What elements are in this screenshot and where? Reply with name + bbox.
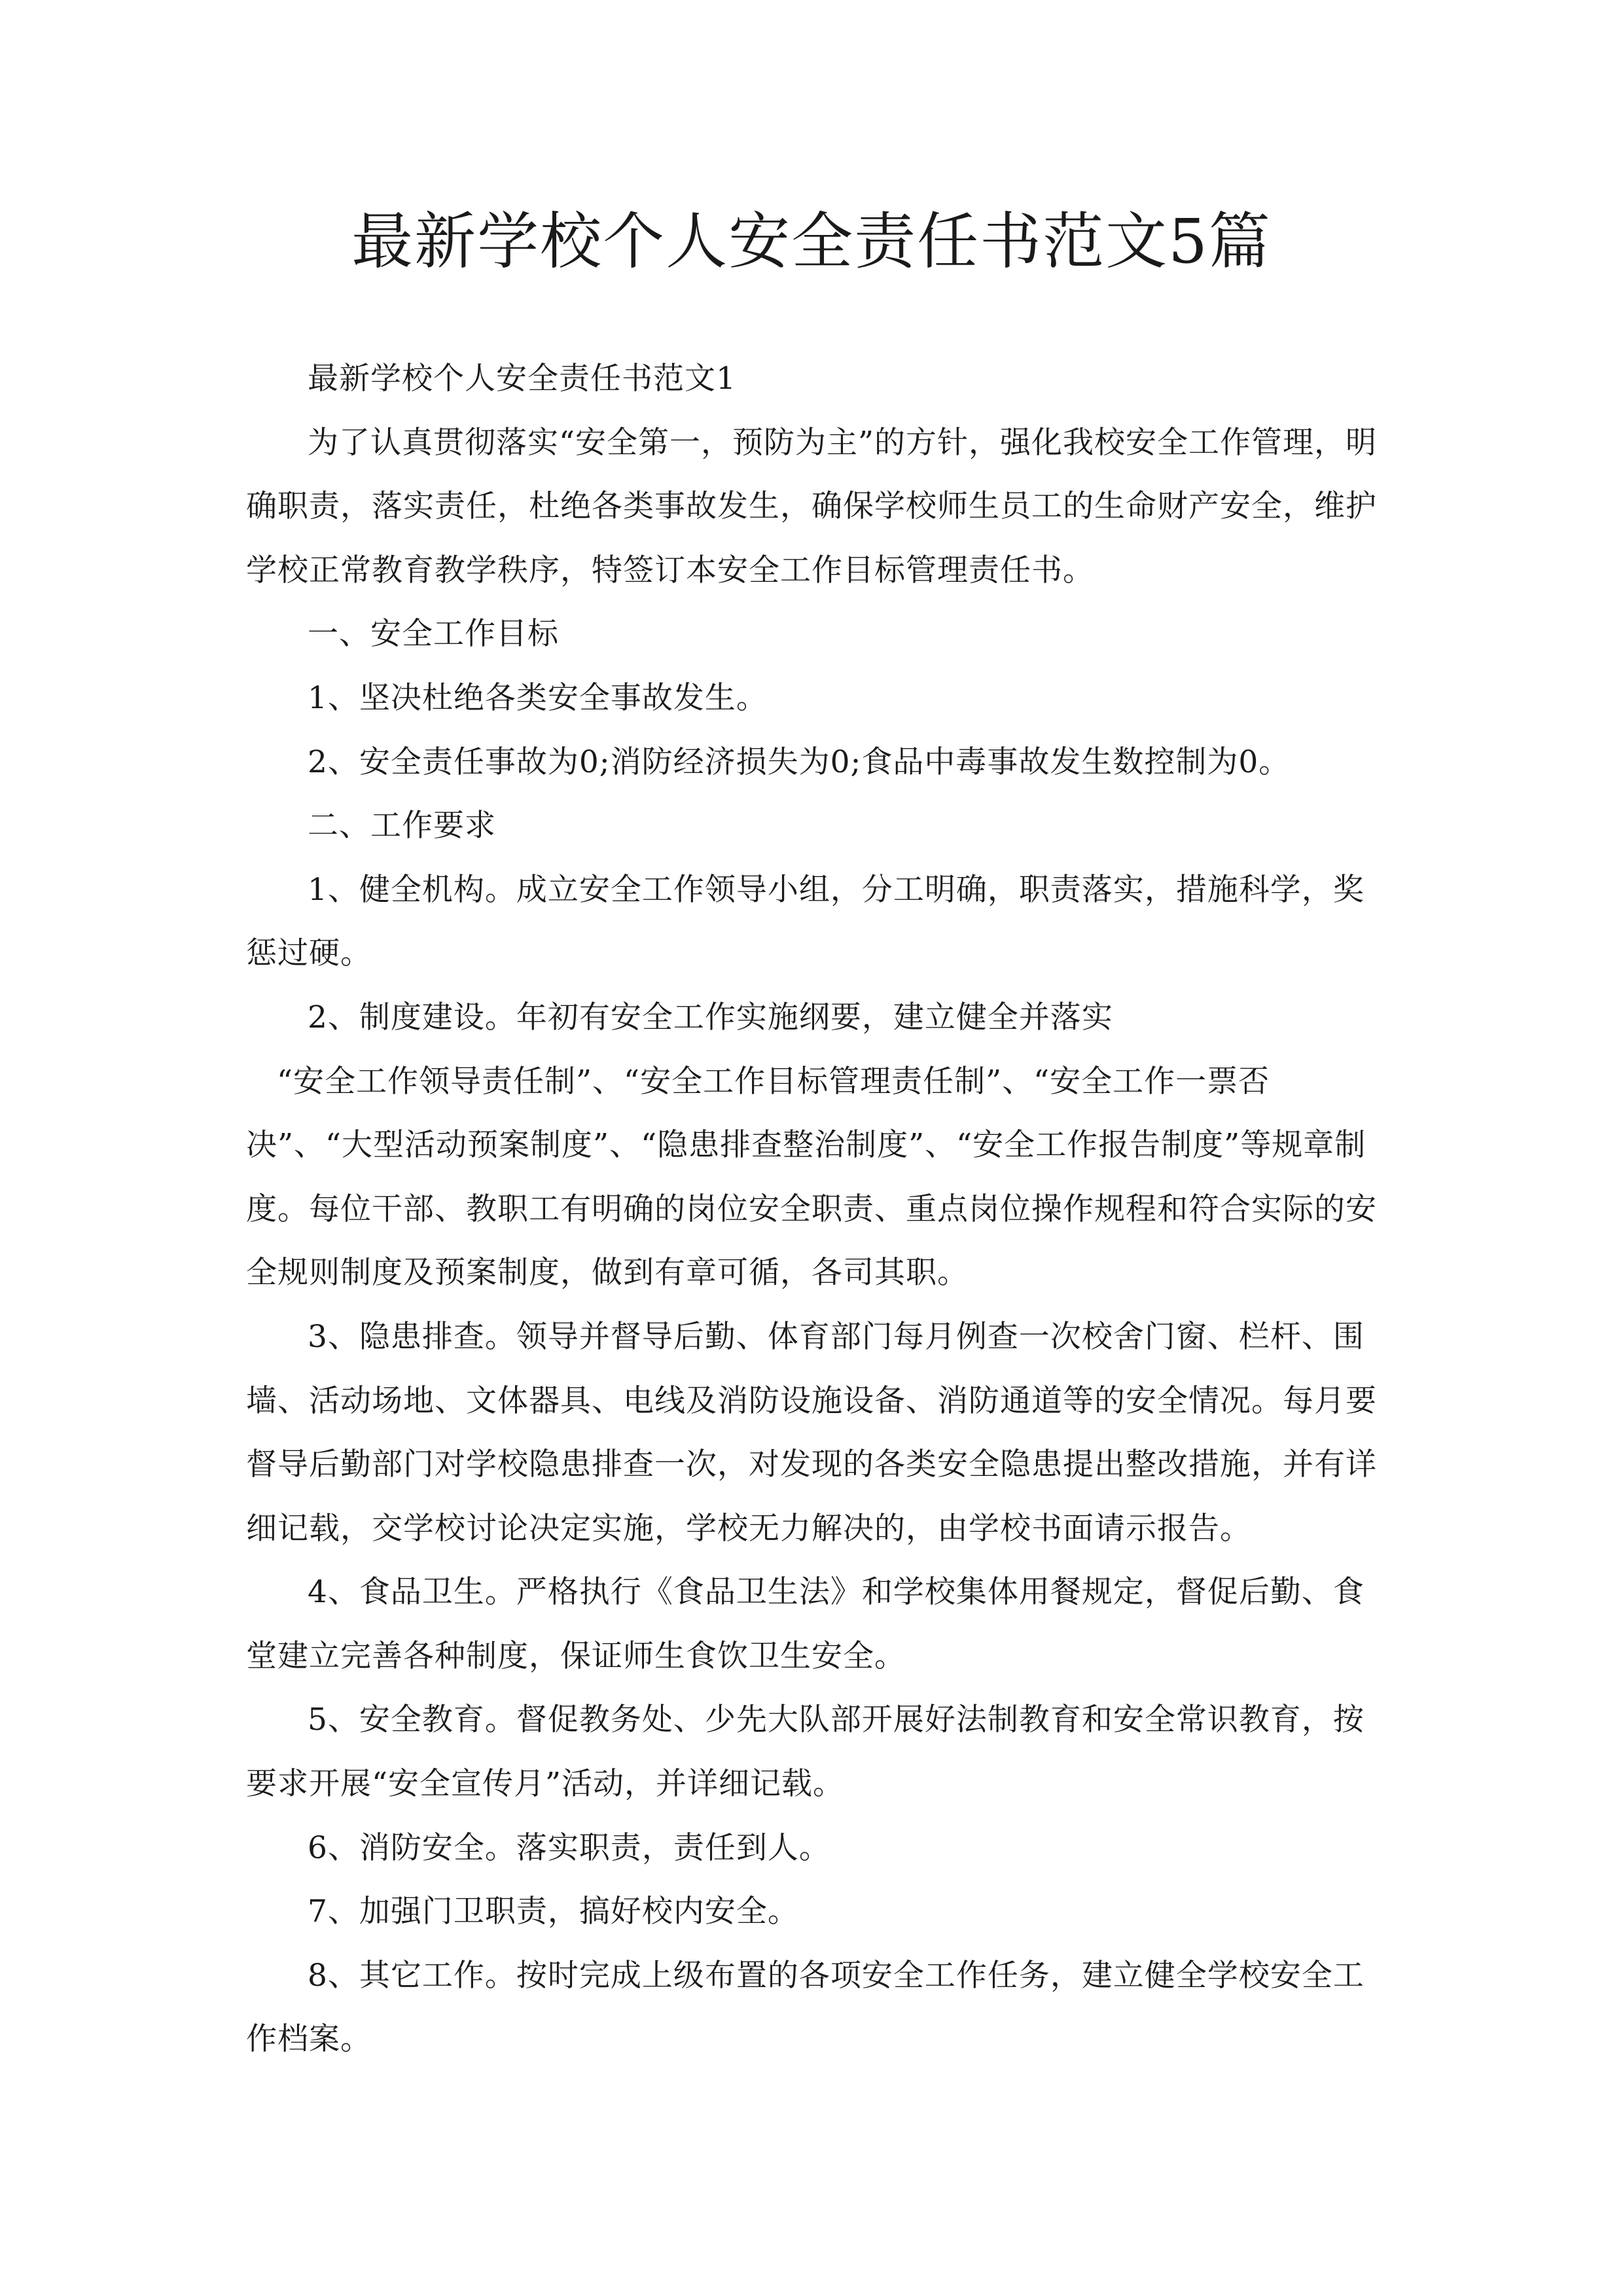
list-item: 3、隐患排查。领导并督导后勤、体育部门每月例查一次校舍门窗、栏杆、围墙、活动场地、文体器具、电线及消防设施设备、消防通道等的安全情况。每月要督导后勤部门对学校隐患排查一次，对发现的各类安全隐患提出整改措施，并有详细记载，交学校讨论决定实施，学校无力解决的，由学校书面请示报告。 [246,1318,1377,1547]
intro-paragraph: 为了认真贯彻落实“安全第一，预防为主”的方针，强化我校安全工作管理，明确职责，落实责任，杜绝各类事故发生，确保学校师生员工的生命财产安全，维护学校正常教育教学秩序，特签订本安全工作目标管理责任书。 [246,424,1378,588]
list-item: 2、制度建设。年初有安全工作实施纲要，建立健全并落实 [308,999,1113,1035]
section-heading: 一、安全工作目标 [308,616,559,653]
document-title: 最新学校个人安全责任书范文5篇 [351,206,1272,278]
document-body [246,347,1385,2072]
list-item: 4、食品卫生。严格执行《食品卫生法》和学校集体用餐规定，督促后勤、食堂建立完善各种制度，保证师生食饮卫生安全。 [246,1574,1364,1674]
list-item: 1、坚决杜绝各类安全事故发生。 [308,679,768,716]
section-heading: 最新学校个人安全责任书范文1 [308,361,736,397]
list-item: 5、安全教育。督促教务处、少先大队部开展好法制教育和安全常识教育，按要求开展“安全宣传月”活动，并详细记载。 [246,1702,1364,1803]
list-item: 1、健全机构。成立安全工作领导小组，分工明确，职责落实，措施科学，奖惩过硬。 [246,871,1364,972]
list-item: 6、消防安全。落实职责，责任到人。 [308,1829,830,1866]
list-item-continuation: “安全工作领导责任制”、“安全工作目标管理责任制”、“安全工作一票否决”、“大型活动预案制度”、“隐患排查整治制度”、“安全工作报告制度”等规章制度。每位干部、教职工有明确的岗位安全职责、重点岗位操作规程和符合实际的安全规则制度及预案制度，做到有章可循，各司其职。 [246,1063,1377,1291]
list-item: 2、安全责任事故为0;消防经济损失为0;食品中毒事故发生数控制为0。 [308,744,1291,780]
list-item: 7、加强门卫职责，搞好校内安全。 [308,1893,799,1930]
section-heading: 二、工作要求 [308,808,496,844]
list-item: 8、其它工作。按时完成上级布置的各项安全工作任务，建立健全学校安全工作档案。 [246,1957,1364,2058]
